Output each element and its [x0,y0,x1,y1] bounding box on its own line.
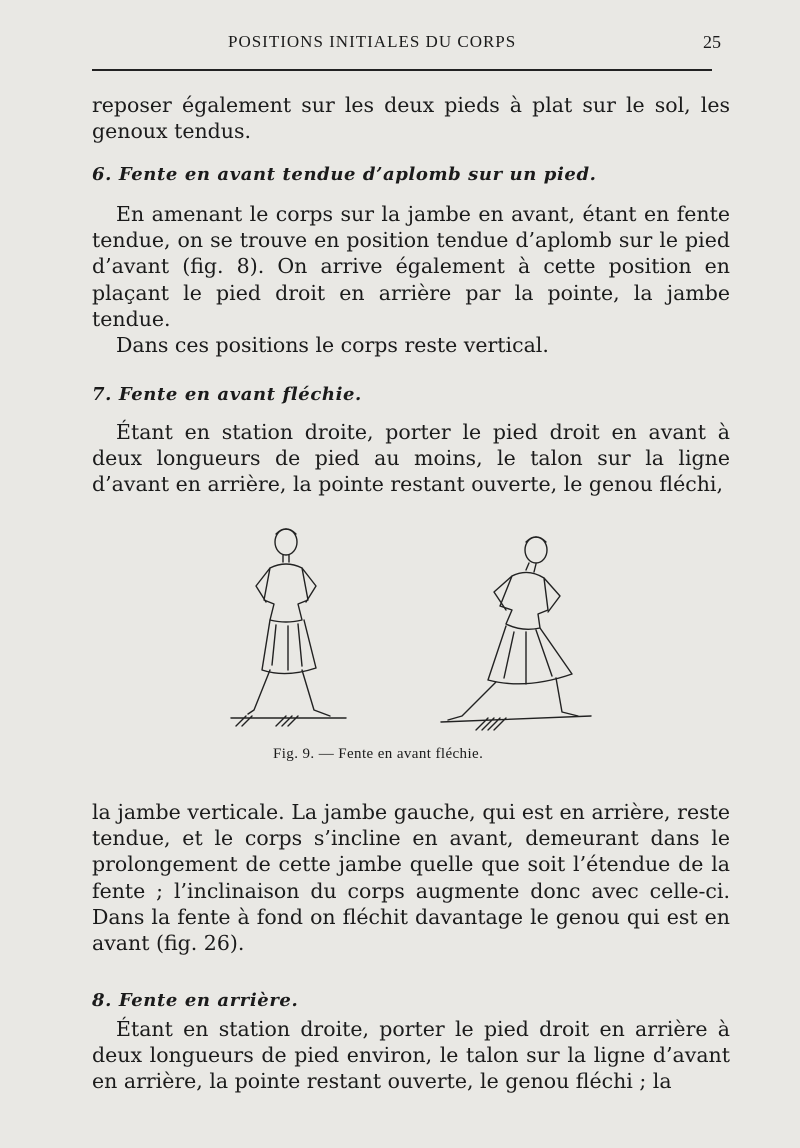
paragraph-text: la jambe verticale. La jambe gauche, qui est en arrière, reste tendue, et le corps s’incline en avant, demeurant dans le prolongement de cette jambe quelle que soit l’étendue de la fente ; l’inclinaison du corps augmente donc avec celle-ci. Dans la fente à fond on fléchit davantage le genou qui est en avant (fig. 26). [92,800,730,956]
section-7-body-continued [92,799,730,956]
section-heading-6: 6. Fente en avant tendue d’aplomb sur un pied. [92,164,597,185]
section-7-body-start [92,419,730,498]
paragraph-text: Dans ces positions le corps reste vertical. [116,333,549,358]
section-heading-8: 8. Fente en arrière. [92,990,299,1011]
paragraph-text: Étant en station droite, porter le pied droit en avant à deux longueurs de pied au moins, le talon sur la ligne d’avant en arrière, la pointe restant ouverte, le genou fléchi, [92,420,730,497]
section-8-body [92,1016,730,1095]
figure-9-illustration [226,520,596,740]
section-6-body [92,201,730,358]
header-rule [92,69,712,71]
page-number: 25 [703,32,721,52]
paragraph-text: reposer également sur les deux pieds à plat sur le sol, les genoux tendus. [92,93,730,144]
running-head [0,28,800,58]
running-title: POSITIONS INITIALES DU CORPS [228,32,517,51]
section-heading-7: 7. Fente en avant fléchie. [92,384,362,405]
paragraph-text: En amenant le corps sur la jambe en avant, étant en fente tendue, on se trouve en position tendue d’aplomb sur le pied d’avant (fig. 8). On arrive également à cette position en plaçant le pied droit en arrière par la pointe, la jambe tendue. [92,202,730,331]
lunge-figures-drawing [226,520,596,740]
paragraph-text: Étant en station droite, porter le pied droit en arrière à deux longueurs de pied environ, le talon sur la ligne d’avant en arrière, la pointe restant ouverte, le genou fléchi ; la [92,1017,730,1094]
paragraph-continuation [92,92,730,144]
figure-caption: Fig. 9. — Fente en avant fléchie. [273,746,484,762]
